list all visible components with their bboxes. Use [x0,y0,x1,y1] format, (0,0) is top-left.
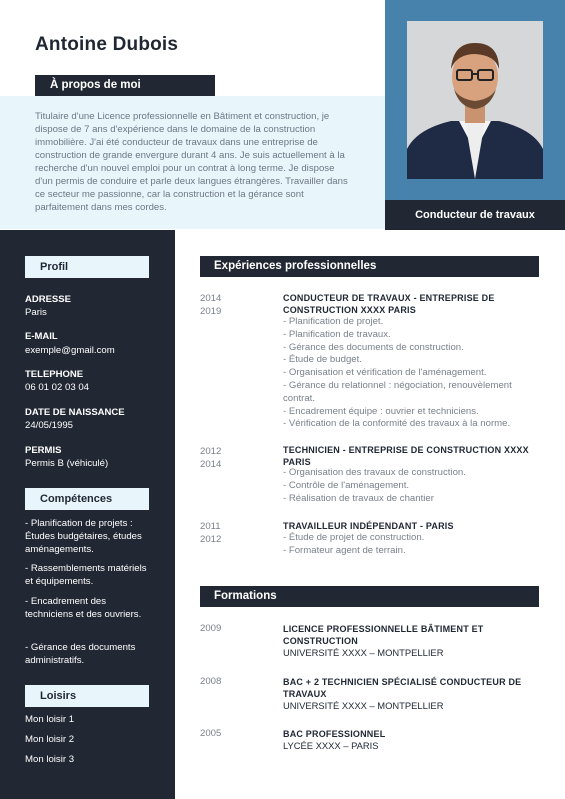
hobbies-header: Loisirs [25,685,149,707]
experience-dates [200,445,221,471]
education-school: UNIVERSITÉ XXXX – MONTPELLIER [283,700,444,711]
task-item: - Encadrement équipe : ouvrier et techniciens. [283,405,479,417]
task-item: - Contrôle de l'aménagement. [283,479,410,491]
task-item: - Planification de travaux. [283,328,391,340]
education-title: LICENCE PROFESSIONNELLE BÂTIMENT ET CONSTRUCTION [283,624,484,646]
task-item: - Réalisation de travaux de chantier [283,492,434,504]
experience-title: TECHNICIEN - ENTREPRISE DE CONSTRUCTION XXXX PARIS [283,445,529,467]
skill-item: - Rassemblements matériels et équipements. [25,563,147,587]
birth-label: DATE DE NAISSANCE [25,407,125,418]
task-item: - Gérance du relationnel : négociation, renouvèlement contrat. [283,379,512,404]
task-item: - Étude de projet de construction. [283,532,425,543]
experience-end: 2014 [200,459,222,470]
experience-dates [200,292,221,318]
education-school: LYCÉE XXXX – PARIS [283,740,379,751]
task-item: - Organisation et vérification de l'aménagement. [283,367,487,379]
address-label: ADRESSE [25,294,71,305]
task-item: - Organisation des travaux de construction. [283,467,466,478]
candidate-name: Antoine Dubois [35,34,179,55]
experience-tasks [283,316,539,431]
education-year: 2005 [200,728,222,739]
about-header: À propos de moi [35,75,215,96]
experience-title: TRAVAILLEUR INDÉPENDANT - PARIS [283,521,454,531]
experience-title: CONDUCTEUR DE TRAVAUX - ENTREPRISE DE CONSTRUCTION XXXX PARIS [283,293,495,315]
experience-tasks [283,532,539,558]
about-text: Titulaire d'une Licence professionnelle en Bâtiment et construction, je dispose de 7 ans d'expérience dans le domaine de la construction immobilière. J'ai été conducteur de travaux dans une entreprise de construction de grande envergure durant 4 ans. Je suis actuellement à la recherche d'un nouvel emploi pour un contrat à long terme. Je dispose d'un permis de conduire et parle deux langues étrangères. Travailler dans ce secteur me passionne, car la construction et la gérance sont parfaitement dans mes cordes. [35,111,348,213]
education-title: BAC PROFESSIONNEL [283,729,386,739]
skill-item: - Gérance des documents administratifs. [25,642,136,666]
task-item: - Formateur agent de terrain. [283,544,406,556]
education-school: UNIVERSITÉ XXXX – MONTPELLIER [283,647,444,658]
experience-dates [200,520,221,546]
hobby-item: Mon loisir 3 [25,754,75,765]
phone-label: TELEPHONE [25,369,84,380]
experience-header: Expériences professionnelles [200,256,539,277]
education-title: BAC + 2 TECHNICIEN SPÉCIALISÉ CONDUCTEUR DE TRAVAUX [283,677,522,699]
education-year: 2008 [200,676,222,687]
hobby-item: Mon loisir 1 [25,714,75,725]
about-section [0,96,385,229]
job-title-bar: Conducteur de travaux [385,200,565,230]
phone-value: 06 01 02 03 04 [25,382,90,393]
task-item: - Vérification de la conformité des travaux à la norme. [283,418,511,430]
skill-item: - Planification de projets : Études budgétaires, études aménagements. [25,518,142,555]
address-value: Paris [25,307,47,318]
education-header: Formations [200,586,539,607]
email-label: E-MAIL [25,331,58,342]
task-item: - Étude de budget. [283,354,362,366]
experience-end: 2019 [200,306,222,317]
experience-tasks [283,467,539,505]
experience-end: 2012 [200,534,222,545]
profile-header: Profil [25,256,149,278]
person-silhouette-icon [407,21,543,179]
experience-start: 2012 [200,446,222,457]
license-label: PERMIS [25,445,62,456]
hobby-item: Mon loisir 2 [25,734,75,745]
skill-item: - Encadrement des techniciens et des ouvriers. [25,596,142,620]
license-value: Permis B (véhiculé) [25,458,109,469]
education-year: 2009 [200,623,222,634]
skills-header: Compétences [25,488,149,510]
task-item: - Planification de projet. [283,316,384,327]
experience-start: 2014 [200,293,222,304]
birth-value: 24/05/1995 [25,420,74,431]
experience-start: 2011 [200,521,221,532]
email-value: exemple@gmail.com [25,345,115,356]
profile-photo [407,21,543,179]
task-item: - Gérance des documents de construction. [283,341,464,353]
